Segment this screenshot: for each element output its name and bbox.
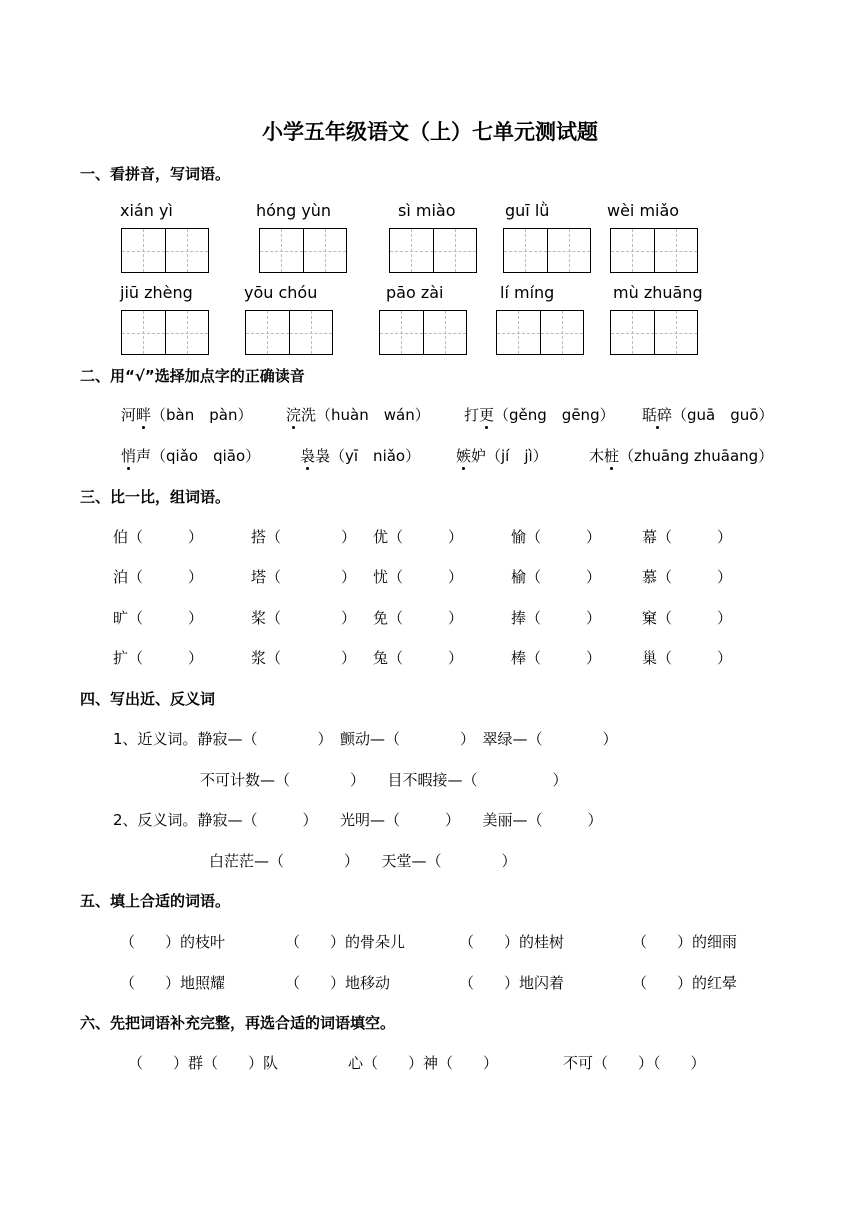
section-2-heading: 二、用“√”选择加点字的正确读音 — [80, 367, 305, 385]
antonym-row: 白茫茫—（ ） 天堂—（ ） — [209, 852, 517, 870]
reading-choice: 悄声（qiǎo qiāo） — [121, 447, 261, 465]
compare-item: 优（ ） — [373, 528, 464, 546]
idiom-item: （ ）群（ ）队 — [128, 1054, 279, 1072]
pinyin-label: jiū zhèng — [120, 283, 193, 302]
writing-box[interactable] — [610, 310, 698, 355]
fill-item: （ ）的红晕 — [632, 974, 738, 992]
fill-item: （ ）的枝叶 — [120, 933, 226, 951]
pinyin-label: hóng yùn — [256, 201, 332, 220]
compare-item: 浆（ ） — [251, 649, 357, 667]
pinyin-label: yōu chóu — [244, 283, 318, 302]
idiom-item: 心（ ）神（ ） — [348, 1054, 499, 1072]
section-1-heading: 一、看拼音，写词语。 — [80, 165, 231, 183]
reading-choice: 聒碎（guā guō） — [642, 406, 774, 424]
pinyin-label: mù zhuāng — [613, 283, 703, 302]
compare-item: 棒（ ） — [511, 649, 602, 667]
section-4-heading: 四、写出近、反义词 — [80, 690, 216, 708]
compare-item: 兔（ ） — [373, 649, 464, 667]
compare-item: 扩（ ） — [113, 649, 204, 667]
compare-item: 巢（ ） — [642, 649, 733, 667]
compare-item: 旷（ ） — [113, 609, 204, 627]
page-title: 小学五年级语文（上）七单元测试题 — [262, 120, 598, 144]
section-5-heading: 五、填上合适的词语。 — [80, 892, 231, 910]
section-6-heading: 六、先把词语补充完整，再选合适的词语填空。 — [80, 1014, 396, 1032]
writing-box[interactable] — [379, 310, 467, 355]
compare-item: 榆（ ） — [511, 568, 602, 586]
fill-item: （ ）的骨朵儿 — [285, 933, 406, 951]
pinyin-label: lí míng — [500, 283, 555, 302]
writing-box[interactable] — [121, 310, 209, 355]
compare-item: 伯（ ） — [113, 528, 204, 546]
reading-choice: 嫉妒（jí jì） — [456, 447, 548, 465]
compare-item: 免（ ） — [373, 609, 464, 627]
writing-box[interactable] — [245, 310, 333, 355]
compare-item: 窠（ ） — [642, 609, 733, 627]
writing-box[interactable] — [389, 228, 477, 273]
pinyin-label: wèi miǎo — [607, 201, 680, 220]
compare-item: 桨（ ） — [251, 609, 357, 627]
writing-box[interactable] — [503, 228, 591, 273]
fill-item: （ ）的细雨 — [632, 933, 738, 951]
fill-item: （ ）地闪着 — [459, 974, 565, 992]
reading-choice: 木桩（zhuāng zhuāang） — [589, 447, 774, 465]
writing-box[interactable] — [496, 310, 584, 355]
reading-choice: 河畔（bàn pàn） — [121, 406, 253, 424]
synonym-row: 1、近义词。静寂—（ ） 颤动—（ ） 翠绿—（ ） — [113, 730, 618, 748]
fill-item: （ ）地移动 — [285, 974, 391, 992]
idiom-item: 不可（ ）（ ） — [563, 1054, 706, 1072]
compare-item: 捧（ ） — [511, 609, 602, 627]
writing-box[interactable] — [121, 228, 209, 273]
compare-item: 慕（ ） — [642, 568, 733, 586]
compare-item: 搭（ ） — [251, 528, 357, 546]
reading-choice: 浣洗（huàn wán） — [286, 406, 430, 424]
pinyin-label: guī lǜ — [505, 201, 550, 220]
antonym-row: 2、反义词。静寂—（ ） 光明—（ ） 美丽—（ ） — [113, 811, 603, 829]
compare-item: 愉（ ） — [511, 528, 602, 546]
fill-item: （ ）地照耀 — [120, 974, 226, 992]
compare-item: 泊（ ） — [113, 568, 204, 586]
writing-box[interactable] — [259, 228, 347, 273]
pinyin-label: pāo zài — [386, 283, 444, 302]
reading-choice: 袅袅（yī niǎo） — [300, 447, 421, 465]
pinyin-label: sì miào — [398, 201, 456, 220]
section-3-heading: 三、比一比，组词语。 — [80, 488, 231, 506]
pinyin-label: xián yì — [120, 201, 173, 220]
synonym-row: 不可计数—（ ） 目不暇接—（ ） — [200, 771, 568, 789]
compare-item: 幕（ ） — [642, 528, 733, 546]
fill-item: （ ）的桂树 — [459, 933, 565, 951]
compare-item: 塔（ ） — [251, 568, 357, 586]
compare-item: 忧（ ） — [373, 568, 464, 586]
writing-box[interactable] — [610, 228, 698, 273]
reading-choice: 打更（gěng gēng） — [464, 406, 615, 424]
